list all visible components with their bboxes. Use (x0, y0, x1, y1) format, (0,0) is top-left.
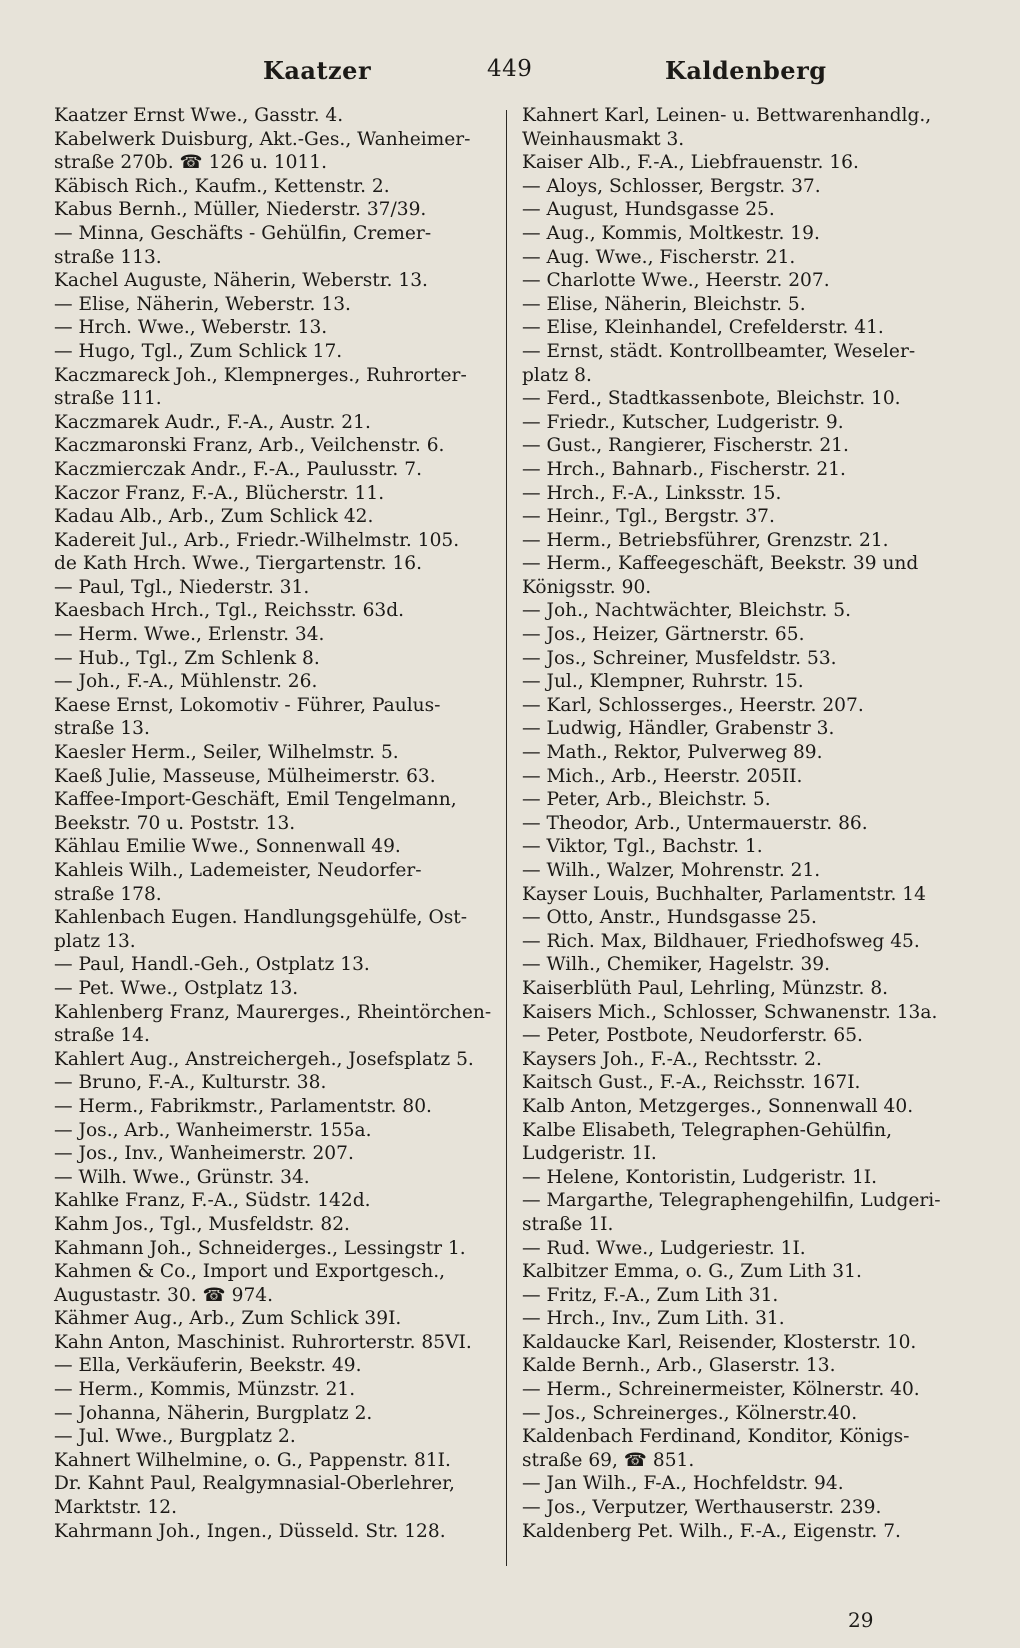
directory-entry-line: Kahm Jos., Tgl., Musfeldstr. 82. (54, 1213, 350, 1235)
directory-entry-line: — Elise, Näherin, Weberstr. 13. (54, 293, 351, 315)
directory-entry-line: — Herm. Wwe., Erlenstr. 34. (54, 624, 325, 646)
directory-entry-line: — Jos., Heizer, Gärtnerstr. 65. (522, 624, 805, 646)
directory-entry-line: Kaffee-Import-Geschäft, Emil Tengelmann, (54, 789, 457, 811)
directory-entry-line: Kahlenberg Franz, Maurerges., Rheintörchen- (54, 1001, 492, 1023)
directory-entry-line: Augustastr. 30. ☎ 974. (54, 1284, 274, 1306)
directory-entry-line: — Joh., F.-A., Mühlenstr. 26. (54, 671, 318, 693)
directory-entry-line: Kahmann Joh., Schneiderges., Lessingstr 1. (54, 1237, 466, 1259)
directory-entry-line: straße 69, ☎ 851. (522, 1449, 695, 1471)
directory-entry-line: — Ferd., Stadtkassenbote, Bleichstr. 10. (522, 388, 901, 410)
directory-entry-line: Kaczmaronski Franz, Arb., Veilchenstr. 6. (54, 435, 445, 457)
directory-entry-line: — Rich. Max, Bildhauer, Friedhofsweg 45. (522, 930, 920, 952)
directory-entry-line: — Jos., Schreiner, Musfeldstr. 53. (522, 647, 837, 669)
directory-entry-line: — Aug. Wwe., Fischerstr. 21. (522, 246, 796, 268)
directory-entry-line: Dr. Kahnt Paul, Realgymnasial-Oberlehrer, (54, 1473, 455, 1495)
directory-entry-line: Kadereit Jul., Arb., Friedr.-Wilhelmstr. 105. (54, 529, 460, 551)
directory-entry-line: — Heinr., Tgl., Bergstr. 37. (522, 506, 775, 528)
directory-entry-line: — Aloys, Schlosser, Bergstr. 37. (522, 175, 821, 197)
directory-entry-line: Kahlenbach Eugen. Handlungsgehülfe, Ost- (54, 907, 467, 929)
directory-entry-line: — Jos., Verputzer, Werthauserstr. 239. (522, 1497, 882, 1519)
directory-entry-line: Kaczor Franz, F.-A., Blücherstr. 11. (54, 482, 385, 504)
directory-entry-line: straße 270b. ☎ 126 u. 1011. (54, 152, 328, 174)
directory-entry-line: Kaczmierczak Andr., F.-A., Paulusstr. 7. (54, 458, 422, 480)
directory-entry-line: de Kath Hrch. Wwe., Tiergartenstr. 16. (54, 553, 423, 575)
directory-entry-line: — Elise, Näherin, Bleichstr. 5. (522, 293, 806, 315)
directory-entry-line: — Herm., Fabrikmstr., Parlamentstr. 80. (54, 1095, 432, 1117)
directory-entry-line: Kahmen & Co., Import und Exportgesch., (54, 1261, 446, 1283)
directory-entry-line: Kalbitzer Emma, o. G., Zum Lith 31. (522, 1261, 862, 1283)
directory-entry-line: — Hub., Tgl., Zm Schlenk 8. (54, 647, 320, 669)
directory-entry-line: platz 8. (522, 364, 592, 386)
running-head-right: Kaldenberg (665, 56, 827, 85)
directory-entry-line: — Helene, Kontoristin, Ludgeristr. 1I. (522, 1166, 878, 1188)
directory-entry-line: Kahlert Aug., Anstreichergeh., Josefsplatz 5. (54, 1048, 474, 1070)
directory-entry-line: — Gust., Rangierer, Fischerstr. 21. (522, 435, 849, 457)
directory-entry-line: straße 113. (54, 246, 162, 268)
directory-entry-line: Kaisers Mich., Schlosser, Schwanenstr. 13a. (522, 1001, 938, 1023)
directory-entry-line: — Aug., Kommis, Moltkestr. 19. (522, 222, 820, 244)
directory-entry-line: — Jos., Arb., Wanheimerstr. 155a. (54, 1119, 372, 1141)
directory-entry-line: Kähmer Aug., Arb., Zum Schlick 39I. (54, 1308, 402, 1330)
directory-entry-line: — Ludwig, Händler, Grabenstr 3. (522, 718, 835, 740)
directory-entry-line: Kaldaucke Karl, Reisender, Klosterstr. 10. (522, 1331, 917, 1353)
directory-entry-line: — Herm., Betriebsführer, Grenzstr. 21. (522, 529, 889, 551)
directory-entry-line: Kählau Emilie Wwe., Sonnenwall 49. (54, 836, 401, 858)
directory-entry-line: — Joh., Nachtwächter, Bleichstr. 5. (522, 600, 851, 622)
directory-entry-line: Kaese Ernst, Lokomotiv - Führer, Paulus- (54, 694, 441, 716)
right-column (522, 104, 965, 1543)
directory-entry-line: straße 1I. (522, 1213, 614, 1235)
directory-entry-line: Kahlke Franz, F.-A., Südstr. 142d. (54, 1190, 371, 1212)
directory-entry-line: — Friedr., Kutscher, Ludgeristr. 9. (522, 411, 844, 433)
directory-entry-line: — Hrch., Inv., Zum Lith. 31. (522, 1308, 785, 1330)
directory-entry-line: — Ella, Verkäuferin, Beekstr. 49. (54, 1355, 362, 1377)
directory-entry-line: — Fritz, F.-A., Zum Lith 31. (522, 1284, 779, 1306)
running-head-left: Kaatzer (263, 56, 372, 85)
directory-entry-line: — Paul, Handl.-Geh., Ostplatz 13. (54, 954, 370, 976)
directory-entry-line: — Herm., Kaffeegeschäft, Beekstr. 39 und (522, 553, 919, 575)
directory-entry-line: — Jul. Wwe., Burgplatz 2. (54, 1426, 296, 1448)
directory-entry-line: Kalb Anton, Metzgerges., Sonnenwall 40. (522, 1095, 914, 1117)
directory-entry-line: — Rud. Wwe., Ludgeriestr. 1I. (522, 1237, 806, 1259)
directory-entry-line: Kahnert Karl, Leinen- u. Bettwarenhandlg., (522, 105, 932, 126)
directory-entry-line: Kaesbach Hrch., Tgl., Reichsstr. 63d. (54, 600, 405, 622)
directory-entry-line: — Jul., Klempner, Ruhrstr. 15. (522, 671, 804, 693)
directory-entry-line: — Jos., Inv., Wanheimerstr. 207. (54, 1143, 354, 1165)
directory-entry-line: — Margarthe, Telegraphengehilfin, Ludgeri- (522, 1190, 941, 1212)
directory-entry-line: Kachel Auguste, Näherin, Weberstr. 13. (54, 270, 428, 292)
directory-entry-line: Marktstr. 12. (54, 1497, 178, 1519)
sheet-number: 29 (848, 1608, 874, 1632)
directory-entry-line: Kaczmareck Joh., Klempnerges., Ruhrorter- (54, 364, 467, 386)
directory-entry-line: Kabus Bernh., Müller, Niederstr. 37/39. (54, 199, 427, 221)
directory-entry-line: Kayser Louis, Buchhalter, Parlamentstr. 14 (522, 883, 926, 905)
directory-entry-line: Königsstr. 90. (522, 576, 652, 598)
directory-entry-line: — Elise, Kleinhandel, Crefelderstr. 41. (522, 317, 884, 339)
directory-entry-line: — August, Hundsgasse 25. (522, 199, 775, 221)
directory-entry-line: — Karl, Schlosserges., Heerstr. 207. (522, 694, 864, 716)
directory-entry-line: — Peter, Postbote, Neudorferstr. 65. (522, 1025, 863, 1047)
directory-entry-line: — Mich., Arb., Heerstr. 205II. (522, 765, 803, 787)
directory-entry-line: Kaatzer Ernst Wwe., Gasstr. 4. (54, 105, 344, 126)
directory-entry-line: — Wilh., Walzer, Mohrenstr. 21. (522, 860, 821, 881)
directory-entry-line: platz 13. (54, 930, 136, 952)
directory-entry-line: Kahnert Wilhelmine, o. G., Pappenstr. 81I. (54, 1449, 451, 1471)
directory-entry-line: straße 13. (54, 718, 150, 740)
directory-entry-line: — Hrch., F.-A., Linksstr. 15. (522, 482, 782, 504)
directory-entry-line: Ludgeristr. 1I. (522, 1143, 657, 1165)
directory-entry-line: Kaeß Julie, Masseuse, Mülheimerstr. 63. (54, 765, 436, 787)
directory-entry-line: Kahn Anton, Maschinist. Ruhrorterstr. 85VI. (54, 1331, 472, 1353)
directory-entry-line: Kadau Alb., Arb., Zum Schlick 42. (54, 506, 374, 528)
column-divider (506, 110, 507, 1566)
directory-entry-line: Beekstr. 70 u. Poststr. 13. (54, 812, 296, 834)
directory-entry-line: — Bruno, F.-A., Kulturstr. 38. (54, 1072, 327, 1094)
directory-entry-line: straße 111. (54, 388, 162, 410)
directory-entry-line: — Theodor, Arb., Untermauerstr. 86. (522, 812, 868, 834)
directory-entry-line: straße 14. (54, 1025, 150, 1047)
directory-entry-line: Kaldenberg Pet. Wilh., F.-A., Eigenstr. 7. (522, 1520, 901, 1542)
directory-entry-line: Kabelwerk Duisburg, Akt.-Ges., Wanheimer- (54, 128, 471, 150)
directory-entry-line: — Jan Wilh., F-A., Hochfeldstr. 94. (522, 1473, 844, 1495)
directory-entry-line: — Herm., Kommis, Münzstr. 21. (54, 1379, 356, 1401)
directory-entry-line: Kaesler Herm., Seiler, Wilhelmstr. 5. (54, 742, 399, 764)
directory-entry-line: Kaczmarek Audr., F.-A., Austr. 21. (54, 411, 371, 433)
directory-entry-line: Kalde Bernh., Arb., Glaserstr. 13. (522, 1355, 836, 1377)
directory-entry-line: — Johanna, Näherin, Burgplatz 2. (54, 1402, 373, 1424)
directory-entry-line: Kahrmann Joh., Ingen., Düsseld. Str. 128. (54, 1520, 446, 1542)
directory-entry-line: Kalbe Elisabeth, Telegraphen-Gehülfin, (522, 1119, 892, 1141)
directory-entry-line: Käbisch Rich., Kaufm., Kettenstr. 2. (54, 175, 390, 197)
directory-entry-line: — Math., Rektor, Pulverweg 89. (522, 742, 823, 764)
directory-entry-line: Kaldenbach Ferdinand, Konditor, Königs- (522, 1426, 910, 1448)
directory-entry-line: — Hrch. Wwe., Weberstr. 13. (54, 317, 328, 339)
directory-entry-line: — Viktor, Tgl., Bachstr. 1. (522, 836, 763, 858)
directory-entry-line: — Wilh., Chemiker, Hagelstr. 39. (522, 954, 831, 976)
directory-entry-line: Weinhausmakt 3. (522, 128, 685, 150)
left-column (54, 104, 494, 1543)
directory-entry-line: — Paul, Tgl., Niederstr. 31. (54, 576, 310, 598)
directory-entry-line: — Peter, Arb., Bleichstr. 5. (522, 789, 771, 811)
directory-entry-line: Kaiser Alb., F.-A., Liebfrauenstr. 16. (522, 152, 859, 174)
directory-entry-line: straße 178. (54, 883, 162, 905)
directory-entry-line: — Jos., Schreinerges., Kölnerstr.40. (522, 1402, 858, 1424)
directory-entry-line: — Ernst, städt. Kontrollbeamter, Weseler- (522, 340, 916, 362)
directory-entry-line: Kahleis Wilh., Lademeister, Neudorfer- (54, 860, 422, 881)
directory-entry-line: — Minna, Geschäfts - Gehülfin, Cremer- (54, 222, 432, 244)
directory-entry-line: — Herm., Schreinermeister, Kölnerstr. 40. (522, 1379, 920, 1401)
directory-entry-line: — Hrch., Bahnarb., Fischerstr. 21. (522, 458, 846, 480)
directory-entry-line: — Pet. Wwe., Ostplatz 13. (54, 977, 299, 999)
directory-entry-line: — Charlotte Wwe., Heerstr. 207. (522, 270, 830, 292)
directory-entry-line: Kaitsch Gust., F.-A., Reichsstr. 167I. (522, 1072, 861, 1094)
directory-entry-line: Kaysers Joh., F.-A., Rechtsstr. 2. (522, 1048, 822, 1070)
page-number: 449 (487, 56, 533, 82)
directory-entry-line: — Hugo, Tgl., Zum Schlick 17. (54, 340, 343, 362)
directory-entry-line: — Wilh. Wwe., Grünstr. 34. (54, 1166, 310, 1188)
directory-entry-line: — Otto, Anstr., Hundsgasse 25. (522, 907, 817, 929)
directory-entry-line: Kaiserblüth Paul, Lehrling, Münzstr. 8. (522, 977, 889, 999)
